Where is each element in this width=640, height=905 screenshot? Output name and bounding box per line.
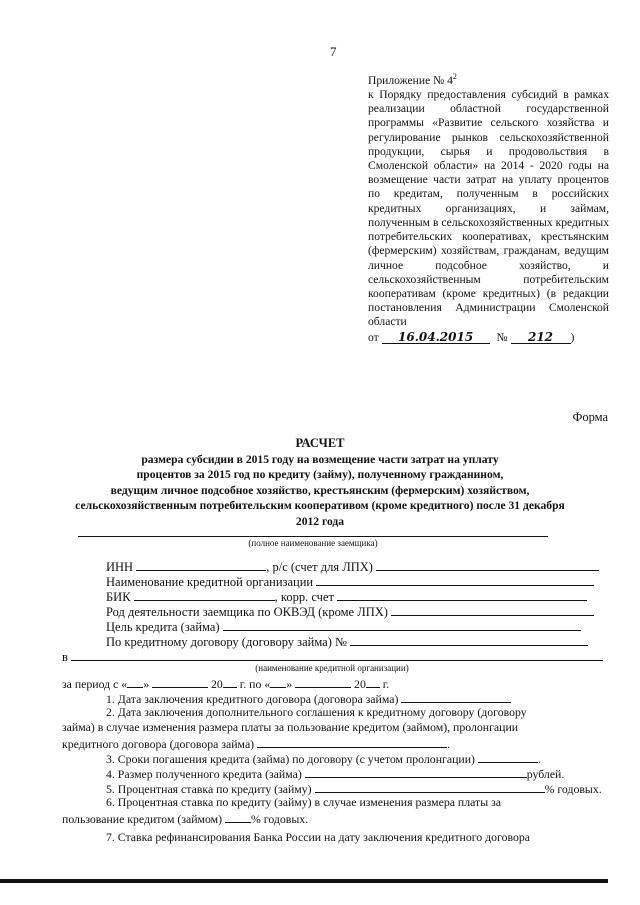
inn-field: ИНН , р/с (счет для ЛПХ) bbox=[106, 558, 602, 575]
form-label: Форма bbox=[572, 410, 608, 424]
item-3: 3. Сроки погашения кредита (займа) по договору (с учетом пролонгации) . bbox=[106, 752, 541, 766]
page-number: 7 bbox=[330, 44, 337, 59]
bik-field: БИК , корр. счет bbox=[106, 588, 587, 605]
okved-field: Род деятельности заемщика по ОКВЭД (кроме ЛПХ) bbox=[106, 603, 594, 620]
purpose-field: Цель кредита (займа) bbox=[106, 618, 581, 635]
appendix-block bbox=[368, 70, 609, 345]
handwritten-number: 212 bbox=[511, 331, 571, 344]
appendix-title: Приложение № $4^2$ bbox=[368, 72, 457, 87]
appendix-body: к Порядку предоставления субсидий в рамках реализации областной государственной программы «Развитие сельского хозяйства и регулирование рынков сельскохозяйственной продукции, сырья и продовольствия в Смоленской области» на 2014 - 2020 годы на возмещение части затрат на уплату процентов по кредитам, полученным в российских кредитных организациях, и займам, полученным в сельскохозяйственных кредитных потребительских кооперативах, крестьянским (фермерским) хозяйствам, гражданам, ведущим личное подсобное хозяйство, и сельскохозяйственным потребительским кооперативам (кроме кредитных) (в редакции постановления Администрации Смоленской области bbox=[368, 88, 609, 329]
contract-field: По кредитному договору (договору займа) № bbox=[106, 633, 588, 650]
document-subtitle: размера субсидии в 2015 году на возмещение части затрат на уплату процентов за 2015 год по кредиту (займу), полученному гражданином, ведущим личное подсобное хозяйство, крестьянским (фермерским) хозяйством, сельскохозяйственным потребительским кооперативом (кроме кредитного) после 31 декабря 2012 года bbox=[75, 453, 565, 528]
credit-org-field: Наименование кредитной организации bbox=[106, 573, 594, 590]
item-5: 5. Процентная ставка по кредиту (займу) % годовых. bbox=[106, 782, 602, 796]
in-credit-org-field: в bbox=[62, 648, 603, 665]
period-line: за период с « » 20 г. по « » 20 г. bbox=[62, 677, 390, 691]
document-title: РАСЧЕТ bbox=[295, 436, 345, 450]
scan-edge-bar bbox=[0, 879, 608, 883]
appendix-signature-line: от 16.04.2015 № 212 ) bbox=[368, 329, 575, 344]
item-7: 7. Ставка рефинансирования Банка России на дату заключения кредитного договора bbox=[106, 830, 530, 844]
item-2: 2. Дата заключения дополнительного соглашения к кредитному договору (договору займа) в случае изменения размера платы за пользование кредитом (займом), пролонгации кредитного договора (договора займа) . bbox=[62, 705, 527, 752]
item-6: 6. Процентная ставка по кредиту (займу) в случае изменения размера платы за пользование кредитом (займом) % годовых. bbox=[62, 795, 501, 827]
borrower-caption: (полное наименование заемщика) bbox=[248, 538, 378, 548]
credit-org-caption: (наименование кредитной организации) bbox=[255, 663, 409, 673]
borrower-name-line bbox=[78, 536, 548, 537]
item-1: 1. Дата заключения кредитного договора (договора займа) bbox=[106, 690, 511, 707]
handwritten-date: 16.04.2015 bbox=[382, 331, 490, 344]
item-4: 4. Размер полученного кредита (займа) рублей. bbox=[106, 767, 565, 781]
